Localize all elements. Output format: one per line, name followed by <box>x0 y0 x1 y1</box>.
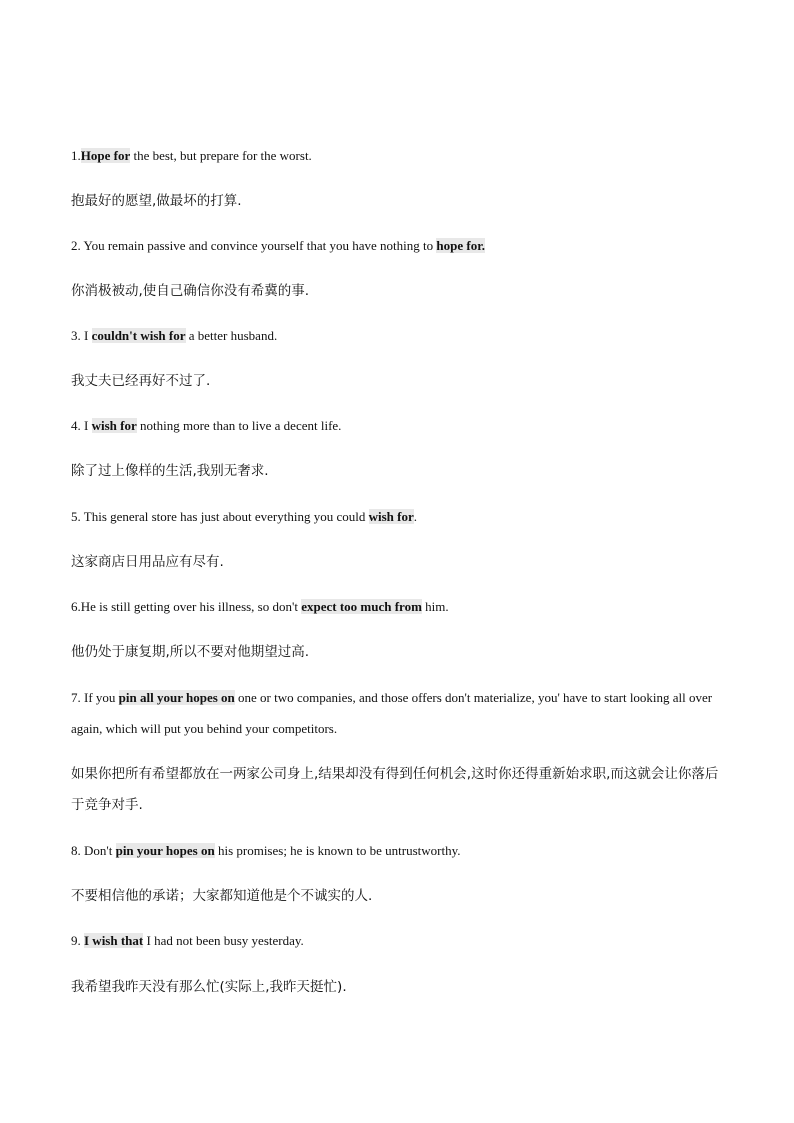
sentence-text: nothing more than to live a decent life. <box>136 418 342 433</box>
sentence-text: 8. Don't <box>71 843 116 858</box>
translation-4: 除了过上像样的生活,我别无奢求. <box>71 463 269 479</box>
translation-3: 我丈夫已经再好不过了. <box>71 373 211 389</box>
highlighted-phrase: pin all your hopes on <box>118 690 235 705</box>
example-sentence-4 <box>71 416 726 436</box>
sentence-text: I had not been busy yesterday. <box>143 933 304 948</box>
sentence-text: the best, but prepare for the worst. <box>130 148 312 163</box>
example-sentence-6 <box>71 597 726 617</box>
sentence-text: 7. If you <box>71 690 119 705</box>
highlighted-phrase: wish for <box>368 509 414 524</box>
sentence-text: 9. <box>71 933 84 948</box>
highlighted-phrase: I wish that <box>84 933 144 948</box>
example-sentence-3 <box>71 326 726 346</box>
sentence-text: 3. I <box>71 328 92 343</box>
translation-2: 你消极被动,使自己确信你没有希冀的事. <box>71 283 310 299</box>
highlighted-phrase: Hope for <box>80 148 131 163</box>
translation-7: 如果你把所有希望都放在一两家公司身上,结果却没有得到任何机会,这时你还得重新始求职,而这就会让你落后于竞争对手. <box>71 766 719 813</box>
sentence-text: a better husband. <box>185 328 278 343</box>
highlighted-phrase: hope for. <box>436 238 486 253</box>
example-sentence-9 <box>71 931 726 951</box>
sentence-text: his promises; he is known to be untrustworthy. <box>214 843 461 858</box>
translation-8: 不要相信他的承诺；大家都知道他是个不诚实的人. <box>71 888 373 904</box>
translation-1: 抱最好的愿望,做最坏的打算. <box>71 193 242 209</box>
example-sentence-7 <box>71 682 726 744</box>
highlighted-phrase: couldn't wish for <box>91 328 186 343</box>
translation-6: 他仍处于康复期,所以不要对他期望过高. <box>71 644 310 660</box>
sentence-text: 2. You remain passive and convince yourself that you have nothing to <box>71 238 437 253</box>
example-sentence-2 <box>71 236 726 256</box>
sentence-text: 4. I <box>71 418 92 433</box>
sentence-text: 1. <box>71 148 81 163</box>
highlighted-phrase: pin your hopes on <box>115 843 215 858</box>
sentence-text: him. <box>421 599 449 614</box>
example-sentence-1 <box>71 146 726 166</box>
highlighted-phrase: expect too much from <box>301 599 422 614</box>
example-sentence-8 <box>71 841 726 861</box>
sentence-text: 5. This general store has just about everything you could <box>71 509 369 524</box>
highlighted-phrase: wish for <box>91 418 137 433</box>
sentence-text: one or two companies, and those offers don't materialize, you' have to start looking all over again, which will put you behind your competitors. <box>71 690 713 736</box>
translation-9: 我希望我昨天没有那么忙(实际上,我昨天挺忙). <box>71 979 347 995</box>
sentence-text: 6.He is still getting over his illness, so don't <box>71 599 302 614</box>
example-sentence-5 <box>71 507 726 527</box>
sentence-text: . <box>413 509 418 524</box>
translation-5: 这家商店日用品应有尽有. <box>71 554 224 570</box>
